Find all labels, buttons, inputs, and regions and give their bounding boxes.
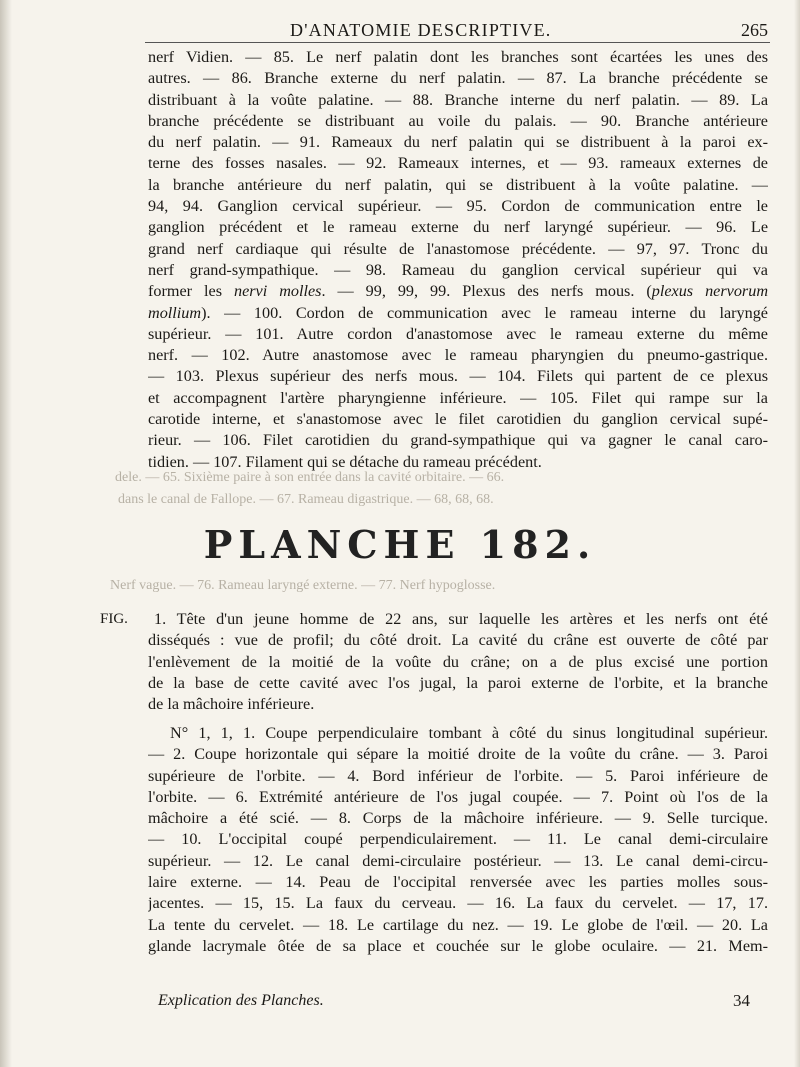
plate-title: PLANCHE 182. [203, 522, 597, 567]
text-line: mâchoire a été scié. — 8. Corps de la mâchoire inférieure. — 9. Selle turcique. [148, 809, 768, 828]
text-line: la branche antérieure du nerf palatin, qui se distribuent à la voûte palatine. — [148, 175, 768, 194]
text-line: autres. — 86. Branche externe du nerf palatin. — 87. La branche précédente se [148, 69, 768, 88]
text-line: 1. Tête d'un jeune homme de 22 ans, sur laquelle les artères et les nerfs ont été [154, 610, 768, 628]
page-number: 265 [741, 20, 768, 40]
text-line: distribuant à la voûte palatine. — 88. Branche interne du nerf palatin. — 89. La [148, 90, 768, 109]
text-line: disséqués : vue de profil; du côté droit. La cavité du crâne est ouverte de côté par [148, 631, 768, 650]
text-line: grand nerf cardiaque qui résulte de l'anastomose précédente. — 97, 97. Tronc du [148, 239, 768, 258]
show-through-text: dele. — 65. Sixième paire à son entrée dans la cavité orbitaire. — 66. [115, 470, 505, 485]
text-line: nerf. — 102. Autre anastomose avec le rameau pharyngien du pneumo-gastrique. [148, 346, 768, 365]
text-line: branche précédente se distribuant au voile du palais. — 90. Branche antérieure [148, 111, 768, 130]
page-header [150, 20, 768, 44]
text-line: tidien. — 107. Filament qui se détache du rameau précédent. [148, 452, 542, 471]
text-line: de la base de cette cavité avec l'os jugal, la paroi externe de l'orbite, et la branche [148, 673, 768, 692]
footer-title: Explication des Planches. [158, 992, 324, 1009]
text-line: N° 1, 1, 1. Coupe perpendiculaire tombant à côté du sinus longitudinal supérieur. [170, 724, 768, 742]
text-line: mollium). — 100. Cordon de communication avec le rameau interne du laryngé [148, 303, 768, 322]
text-line: ganglion précédent et le rameau externe du nerf laryngé supérieur. — 96. Le [148, 218, 768, 237]
text-line: et accompagnent l'artère pharyngienne inférieure. — 105. Filet qui rampe sur la [148, 388, 768, 407]
text-line: carotide interne, et s'anastomose avec le filet carotidien du ganglion cervical supé- [148, 410, 768, 429]
text-line: 94, 94. Ganglion cervical supérieur. — 95. Cordon de communication entre le [148, 197, 768, 216]
header-rule [145, 42, 770, 43]
show-through-text: dans le canal de Fallope. — 67. Rameau digastrique. — 68, 68, 68. [118, 492, 494, 507]
signature-mark: 34 [733, 991, 750, 1010]
text-line: l'enlèvement de la moitié de la voûte du crâne; on a de plus excisé une portion [148, 652, 768, 671]
text-line: — 2. Coupe horizontale qui sépare la moitié droite de la voûte du crâne. — 3. Paroi [148, 745, 768, 764]
running-title: D'ANATOMIE DESCRIPTIVE. [290, 20, 552, 40]
text-line: du nerf palatin. — 91. Rameaux du nerf palatin qui se distribuent à la paroi ex- [148, 133, 768, 152]
figure-legend [148, 723, 768, 957]
text-line: jacentes. — 15, 15. La faux du cerveau. — 16. La faux du cervelet. — 17, 17. [148, 894, 768, 913]
show-through-text: Nerf vague. — 76. Rameau laryngé externe. — 77. Nerf hypoglosse. [110, 578, 496, 593]
fig-label: FIG. [100, 611, 128, 627]
text-line: supérieur. — 12. Le canal demi-circulaire postérieur. — 13. Le canal demi-circu- [148, 851, 768, 870]
legend-continuation [148, 47, 768, 473]
text-line: rieur. — 106. Filet carotidien du grand-sympathique qui va gagner le canal caro- [148, 431, 768, 450]
text-line: — 10. L'occipital coupé perpendiculairement. — 11. Le canal demi-circulaire [148, 830, 768, 849]
text-line: glande lacrymale ôtée de sa place et couchée sur le globe oculaire. — 21. Mem- [148, 936, 768, 955]
text-line: — 103. Plexus supérieur des nerfs mous. — 104. Filets qui partent de ce plexus [148, 367, 768, 386]
figure-description [148, 609, 768, 715]
text-line: de la mâchoire inférieure. [148, 695, 315, 714]
text-line: nerf Vidien. — 85. Le nerf palatin dont les branches sont écartées les unes des [148, 48, 768, 66]
text-line: terne des fosses nasales. — 92. Rameaux internes, et — 93. rameaux externes de [148, 154, 768, 173]
text-line: supérieur. — 101. Autre cordon d'anastomose avec le rameau externe du même [148, 324, 768, 343]
text-line: La tente du cervelet. — 18. Le cartilage du nez. — 19. Le globe de l'œil. — 20. La [148, 915, 768, 934]
text-line: nerf grand-sympathique. — 98. Rameau du ganglion cervical supérieur qui va [148, 260, 768, 279]
text-line: laire externe. — 14. Peau de l'occipital renversée avec les parties molles sous- [148, 873, 768, 892]
text-line: l'orbite. — 6. Extrémité antérieure de l'os jugal coupée. — 7. Point où l'os de la [148, 787, 768, 806]
text-line: supérieure de l'orbite. — 4. Bord inférieur de l'orbite. — 5. Paroi inférieure de [148, 766, 768, 785]
text-line: former les nervi molles. — 99, 99, 99. Plexus des nerfs mous. (plexus nervorum [148, 282, 768, 301]
